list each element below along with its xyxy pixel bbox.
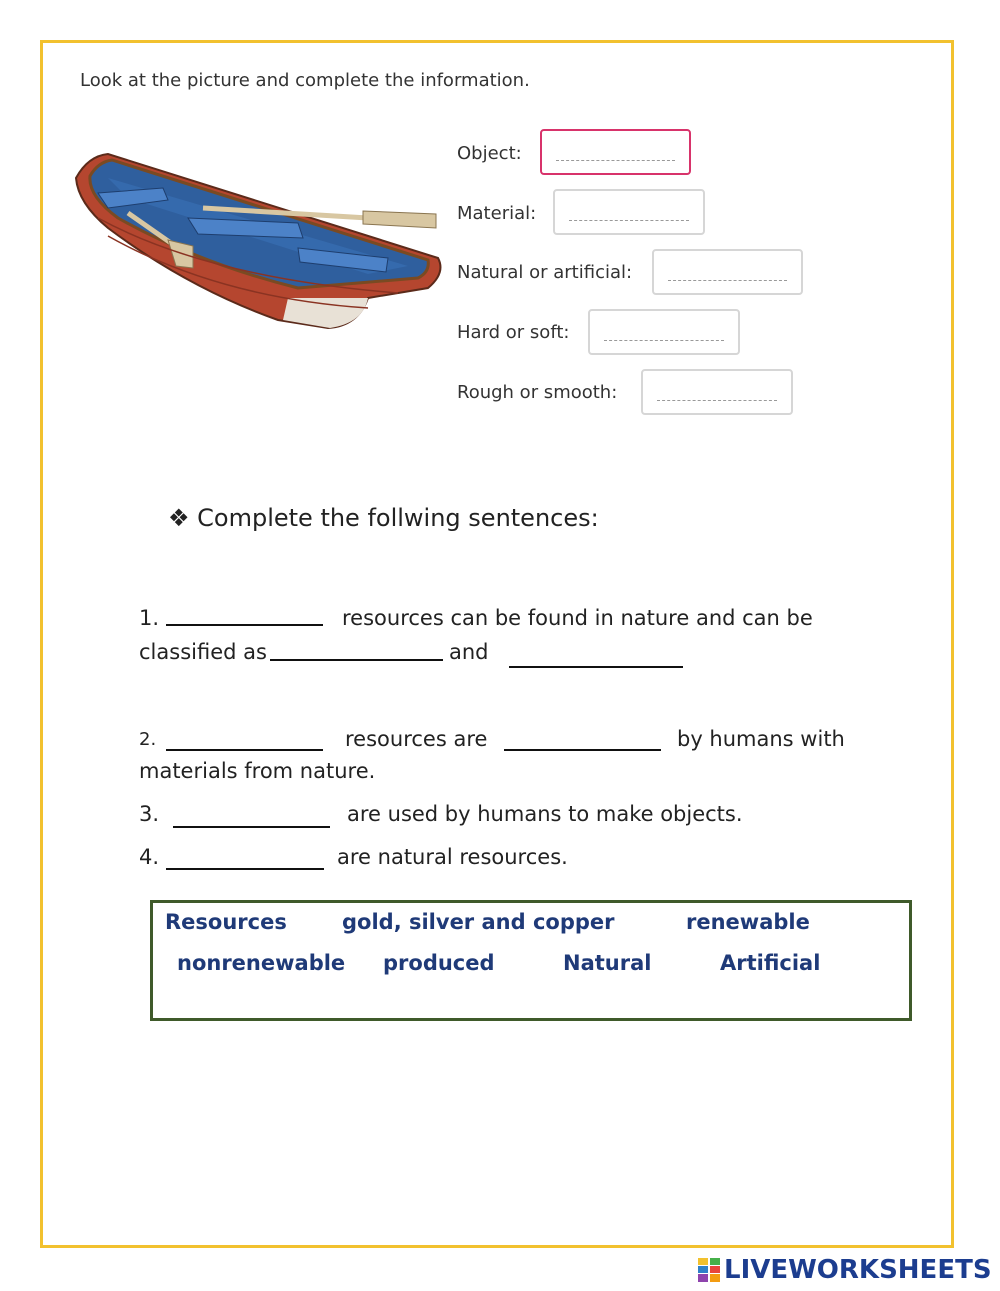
section-heading: ❖ Complete the follwing sentences: — [168, 504, 599, 532]
word-bank-item[interactable]: renewable — [686, 910, 810, 934]
field-label-material: Material: — [457, 203, 537, 224]
sentence-1-blank-3[interactable] — [509, 666, 683, 668]
word-bank-item[interactable]: produced — [383, 951, 495, 975]
sentence-2-blank-2[interactable] — [504, 749, 661, 751]
natural-artificial-input[interactable] — [652, 249, 803, 295]
sentence-1-blank-1[interactable] — [166, 624, 323, 626]
field-label-object: Object: — [457, 143, 522, 164]
sentence-3-blank[interactable] — [173, 826, 330, 828]
sentence-4-text: are natural resources. — [337, 845, 568, 869]
rowboat-image — [68, 148, 448, 338]
brand-name: LIVEWORKSHEETS — [724, 1255, 992, 1285]
word-bank-item[interactable]: Artificial — [720, 951, 821, 975]
field-label-hard-soft: Hard or soft: — [457, 322, 570, 343]
liveworksheets-logo — [698, 1255, 992, 1285]
rough-smooth-input[interactable] — [641, 369, 793, 415]
field-label-rough-smooth: Rough or smooth: — [457, 382, 618, 403]
logo-blocks-icon — [698, 1258, 720, 1282]
sentence-4-blank[interactable] — [166, 868, 324, 870]
hard-soft-input[interactable] — [588, 309, 740, 355]
object-input[interactable] — [540, 129, 691, 175]
sentence-3-number: 3. — [139, 802, 160, 826]
sentence-1-text-a: resources can be found in nature and can be — [342, 606, 813, 630]
sentence-2-text-c: materials from nature. — [139, 759, 376, 783]
sentence-1-blank-2[interactable] — [270, 659, 443, 661]
field-label-natural-artificial: Natural or artificial: — [457, 262, 633, 283]
sentence-1-text-c: and — [449, 640, 489, 664]
sentence-2-text-b: by humans with — [677, 727, 845, 751]
word-bank-item[interactable]: gold, silver and copper — [342, 910, 615, 934]
sentence-1-number: 1. — [139, 606, 160, 630]
sentence-1-text-b: classified as — [139, 640, 267, 664]
sentence-2-number: 2. — [139, 729, 157, 750]
sentence-4-number: 4. — [139, 845, 160, 869]
word-bank-item[interactable]: Natural — [563, 951, 652, 975]
sentence-2-text-a: resources are — [345, 727, 488, 751]
sentence-3-text: are used by humans to make objects. — [347, 802, 743, 826]
word-bank-item[interactable]: nonrenewable — [177, 951, 346, 975]
instruction-text: Look at the picture and complete the information. — [80, 70, 530, 91]
word-bank-item[interactable]: Resources — [165, 910, 287, 934]
material-input[interactable] — [553, 189, 705, 235]
sentence-2-blank-1[interactable] — [166, 749, 323, 751]
